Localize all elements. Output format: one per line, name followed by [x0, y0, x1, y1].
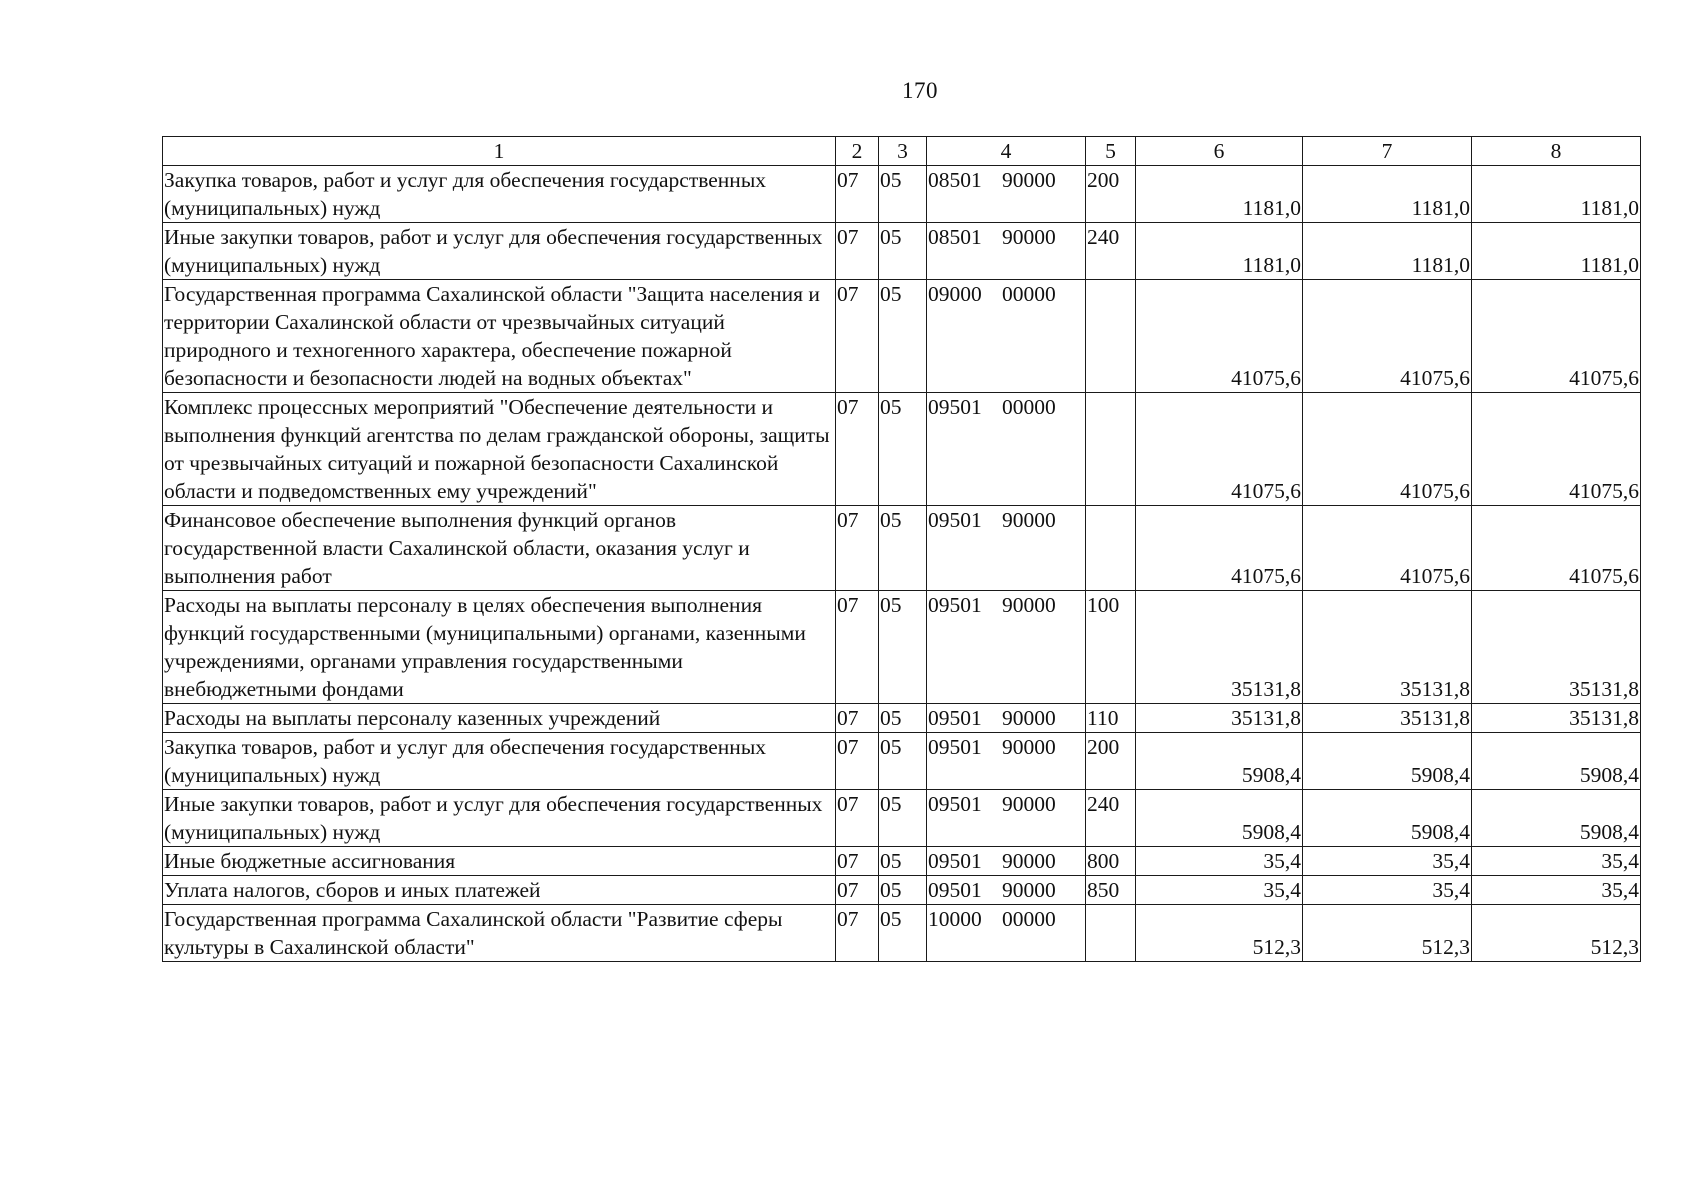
- table-row: [163, 790, 1641, 847]
- amount-year-1: 35,4: [1136, 847, 1303, 876]
- table-row: [163, 733, 1641, 790]
- table-row: [163, 223, 1641, 280]
- amount-year-3: 35,4: [1472, 847, 1641, 876]
- expense-type-code: [1086, 506, 1136, 591]
- amount-year-2: 5908,4: [1303, 790, 1472, 847]
- section-code: 07: [836, 506, 879, 591]
- subsection-code: 05: [879, 506, 927, 591]
- target-article-program-code: 09501: [928, 593, 982, 617]
- budget-table: [162, 136, 1641, 962]
- expense-item-name: Государственная программа Сахалинской области "Развитие сферы культуры в Сахалинской области": [163, 905, 836, 962]
- expense-item-name: Комплекс процессных мероприятий "Обеспечение деятельности и выполнения функций агентства по делам гражданской обороны, защиты от чрезвычайных ситуаций и пожарной безопасности Сахалинской области и подведомственных ему учреждений": [163, 393, 836, 506]
- target-article-program-code: 08501: [928, 168, 982, 192]
- column-header: 1: [163, 137, 836, 166]
- section-code: 07: [836, 166, 879, 223]
- subsection-code: 05: [879, 166, 927, 223]
- target-article-direction-code: 90000: [1002, 735, 1056, 759]
- target-article-program-code: 09501: [928, 706, 982, 730]
- target-article-program-code: 09501: [928, 395, 982, 419]
- target-article-direction-code: 90000: [1002, 849, 1056, 873]
- expense-item-name: Закупка товаров, работ и услуг для обеспечения государственных (муниципальных) нужд: [163, 733, 836, 790]
- target-article-code: [927, 166, 1086, 223]
- expense-type-code: 110: [1086, 704, 1136, 733]
- amount-year-2: 35131,8: [1303, 704, 1472, 733]
- expense-item-name: Закупка товаров, работ и услуг для обеспечения государственных (муниципальных) нужд: [163, 166, 836, 223]
- amount-year-3: 1181,0: [1472, 223, 1641, 280]
- target-article-code: [927, 876, 1086, 905]
- section-code: 07: [836, 591, 879, 704]
- amount-year-2: 35131,8: [1303, 591, 1472, 704]
- subsection-code: 05: [879, 733, 927, 790]
- subsection-code: 05: [879, 790, 927, 847]
- expense-type-code: [1086, 905, 1136, 962]
- table-row: [163, 393, 1641, 506]
- section-code: 07: [836, 847, 879, 876]
- expense-type-code: [1086, 393, 1136, 506]
- amount-year-1: 41075,6: [1136, 393, 1303, 506]
- amount-year-1: 35,4: [1136, 876, 1303, 905]
- amount-year-3: 41075,6: [1472, 506, 1641, 591]
- subsection-code: 05: [879, 591, 927, 704]
- table-row: [163, 876, 1641, 905]
- table-row: [163, 506, 1641, 591]
- amount-year-2: 41075,6: [1303, 393, 1472, 506]
- expense-item-name: Расходы на выплаты персоналу казенных учреждений: [163, 704, 836, 733]
- subsection-code: 05: [879, 876, 927, 905]
- target-article-direction-code: 90000: [1002, 225, 1056, 249]
- expense-item-name: Иные закупки товаров, работ и услуг для обеспечения государственных (муниципальных) нужд: [163, 223, 836, 280]
- expense-type-code: 100: [1086, 591, 1136, 704]
- amount-year-2: 512,3: [1303, 905, 1472, 962]
- amount-year-1: 1181,0: [1136, 166, 1303, 223]
- table-row: [163, 905, 1641, 962]
- subsection-code: 05: [879, 280, 927, 393]
- expense-type-code: 240: [1086, 790, 1136, 847]
- target-article-direction-code: 00000: [1002, 282, 1056, 306]
- amount-year-3: 35131,8: [1472, 591, 1641, 704]
- target-article-program-code: 10000: [928, 907, 982, 931]
- target-article-direction-code: 00000: [1002, 395, 1056, 419]
- target-article-code: [927, 790, 1086, 847]
- expense-item-name: Иные закупки товаров, работ и услуг для обеспечения государственных (муниципальных) нужд: [163, 790, 836, 847]
- section-code: 07: [836, 704, 879, 733]
- amount-year-3: 5908,4: [1472, 790, 1641, 847]
- amount-year-2: 1181,0: [1303, 166, 1472, 223]
- target-article-code: [927, 733, 1086, 790]
- target-article-code: [927, 506, 1086, 591]
- subsection-code: 05: [879, 704, 927, 733]
- column-header: 2: [836, 137, 879, 166]
- section-code: 07: [836, 280, 879, 393]
- amount-year-3: 35131,8: [1472, 704, 1641, 733]
- section-code: 07: [836, 876, 879, 905]
- section-code: 07: [836, 223, 879, 280]
- target-article-code: [927, 704, 1086, 733]
- amount-year-1: 1181,0: [1136, 223, 1303, 280]
- target-article-direction-code: 90000: [1002, 593, 1056, 617]
- table-row: [163, 847, 1641, 876]
- amount-year-1: 512,3: [1136, 905, 1303, 962]
- header-row: [163, 137, 1641, 166]
- target-article-code: [927, 905, 1086, 962]
- table-row: [163, 166, 1641, 223]
- amount-year-2: 1181,0: [1303, 223, 1472, 280]
- target-article-code: [927, 591, 1086, 704]
- expense-item-name: Государственная программа Сахалинской области "Защита населения и территории Сахалинской области от чрезвычайных ситуаций природного и техногенного характера, обеспечение пожарной безопасности и безопасности людей на водных объектах": [163, 280, 836, 393]
- target-article-direction-code: 90000: [1002, 508, 1056, 532]
- amount-year-2: 5908,4: [1303, 733, 1472, 790]
- column-header: 7: [1303, 137, 1472, 166]
- amount-year-3: 41075,6: [1472, 280, 1641, 393]
- expense-item-name: Финансовое обеспечение выполнения функций органов государственной власти Сахалинской области, оказания услуг и выполнения работ: [163, 506, 836, 591]
- amount-year-1: 5908,4: [1136, 733, 1303, 790]
- table-row: [163, 704, 1641, 733]
- expense-item-name: Иные бюджетные ассигнования: [163, 847, 836, 876]
- expense-type-code: 200: [1086, 166, 1136, 223]
- section-code: 07: [836, 905, 879, 962]
- target-article-code: [927, 847, 1086, 876]
- amount-year-3: 1181,0: [1472, 166, 1641, 223]
- table-row: [163, 280, 1641, 393]
- amount-year-1: 35131,8: [1136, 591, 1303, 704]
- expense-type-code: [1086, 280, 1136, 393]
- target-article-program-code: 08501: [928, 225, 982, 249]
- column-header: 4: [927, 137, 1086, 166]
- amount-year-2: 35,4: [1303, 876, 1472, 905]
- expense-type-code: 800: [1086, 847, 1136, 876]
- target-article-program-code: 09501: [928, 792, 982, 816]
- expense-type-code: 240: [1086, 223, 1136, 280]
- amount-year-1: 41075,6: [1136, 280, 1303, 393]
- amount-year-1: 41075,6: [1136, 506, 1303, 591]
- target-article-direction-code: 90000: [1002, 706, 1056, 730]
- column-header: 8: [1472, 137, 1641, 166]
- target-article-code: [927, 393, 1086, 506]
- amount-year-1: 5908,4: [1136, 790, 1303, 847]
- target-article-program-code: 09501: [928, 508, 982, 532]
- expense-type-code: 200: [1086, 733, 1136, 790]
- target-article-code: [927, 223, 1086, 280]
- target-article-direction-code: 90000: [1002, 168, 1056, 192]
- amount-year-2: 41075,6: [1303, 280, 1472, 393]
- section-code: 07: [836, 790, 879, 847]
- target-article-direction-code: 90000: [1002, 878, 1056, 902]
- amount-year-1: 35131,8: [1136, 704, 1303, 733]
- column-header: 5: [1086, 137, 1136, 166]
- amount-year-2: 41075,6: [1303, 506, 1472, 591]
- target-article-direction-code: 90000: [1002, 792, 1056, 816]
- target-article-program-code: 09501: [928, 735, 982, 759]
- subsection-code: 05: [879, 905, 927, 962]
- expense-item-name: Расходы на выплаты персоналу в целях обеспечения выполнения функций государственными (муниципальными) органами, казенными учреждениями, органами управления государственными внебюджетными фондами: [163, 591, 836, 704]
- page-number: 170: [902, 78, 938, 103]
- target-article-program-code: 09000: [928, 282, 982, 306]
- target-article-program-code: 09501: [928, 878, 982, 902]
- amount-year-3: 5908,4: [1472, 733, 1641, 790]
- column-header: 6: [1136, 137, 1303, 166]
- expense-type-code: 850: [1086, 876, 1136, 905]
- target-article-code: [927, 280, 1086, 393]
- section-code: 07: [836, 393, 879, 506]
- target-article-direction-code: 00000: [1002, 907, 1056, 931]
- subsection-code: 05: [879, 847, 927, 876]
- subsection-code: 05: [879, 393, 927, 506]
- column-header: 3: [879, 137, 927, 166]
- section-code: 07: [836, 733, 879, 790]
- table-row: [163, 591, 1641, 704]
- amount-year-3: 512,3: [1472, 905, 1641, 962]
- amount-year-3: 35,4: [1472, 876, 1641, 905]
- expense-item-name: Уплата налогов, сборов и иных платежей: [163, 876, 836, 905]
- target-article-program-code: 09501: [928, 849, 982, 873]
- amount-year-2: 35,4: [1303, 847, 1472, 876]
- amount-year-3: 41075,6: [1472, 393, 1641, 506]
- subsection-code: 05: [879, 223, 927, 280]
